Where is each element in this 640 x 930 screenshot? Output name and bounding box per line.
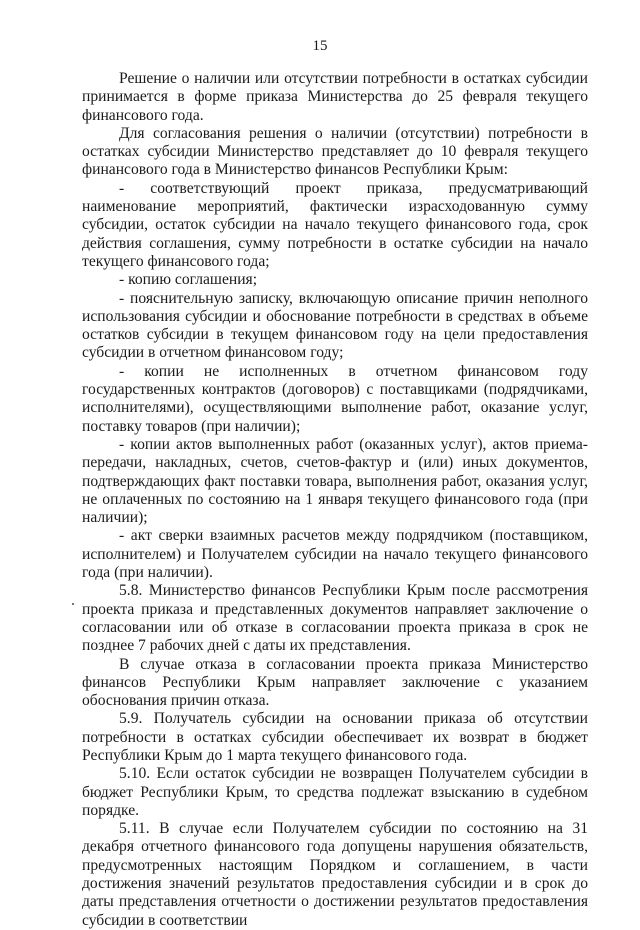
page-number: 15 — [312, 38, 328, 54]
paragraph: Для согласования решения о наличии (отсутствии) потребности в остатках субсидии Министерство представляет до 10 февраля текущего финансового года в Министерство финансов Республики Крым: — [82, 124, 588, 179]
clause-5-10: 5.10. Если остаток субсидии не возвращен Получателем субсидии в бюджет Республики Крым, то средства подлежат взысканию в судебном порядке. — [82, 765, 588, 819]
list-item: - копии не исполненных в отчетном финансовом году государственных контрактов (договоров) с поставщиками (подрядчиками, исполнителями), осуществляющими выполнение работ, оказание услуг, поставку товаров (при наличии); — [82, 362, 588, 435]
list-item: - копию соглашения; — [119, 271, 258, 289]
document-body — [82, 70, 588, 930]
paragraph: В случае отказа в согласовании проекта приказа Министерство финансов Республики Крым направляет заключение с указанием обоснования причин отказа. — [82, 655, 588, 710]
list-item: - акт сверки взаимных расчетов между подрядчиком (поставщиком, исполнителем) и Получателем субсидии на начало текущего финансового года (при наличии). — [82, 527, 588, 582]
list-item: - копии актов выполненных работ (оказанных услуг), актов приема-передачи, накладных, счетов, счетов-фактур и (или) иных документов, подтверждающих факт поставки товара, выполнения работ, оказания услуг, не оплаченных по состоянию на 1 января текущего финансового года (при наличии); — [82, 435, 588, 527]
scan-speck — [72, 603, 74, 605]
paragraph: Решение о наличии или отсутствии потребности в остатках субсидии принимается в форме приказа Министерства до 25 февраля текущего финансового года. — [82, 70, 588, 124]
clause-5-11: 5.11. В случае если Получателем субсидии по состоянию на 31 декабря отчетного финансового года допущены нарушения обязательств, предусмотренных настоящим Порядком и соглашением, в части достижения значений результатов предоставления субсидии и в срок до даты представления отчетности о достижении результатов предоставления субсидии в соответствии — [82, 820, 588, 929]
list-item: - пояснительную записку, включающую описание причин неполного использования субсидии и обоснование потребности в средствах в объеме остатков субсидии в текущем финансовом году на цели предоставления субсидии в отчетном финансовом году; — [82, 289, 588, 362]
clause-5-8: 5.8. Министерство финансов Республики Крым после рассмотрения проекта приказа и представленных документов направляет заключение о согласовании или об отказе в согласовании проекта приказа в срок не позднее 7 рабочих дней с даты их представления. — [82, 582, 588, 655]
list-item: - соответствующий проект приказа, предусматривающий наименование мероприятий, фактически израсходованную сумму субсидии, остаток субсидии на начало текущего финансового года, срок действия соглашения, сумму потребности в остатке субсидии на начало текущего финансового года; — [82, 179, 588, 270]
clause-5-9: 5.9. Получатель субсидии на основании приказа об отсутствии потребности в остатках субсидии обеспечивает их возврат в бюджет Республики Крым до 1 марта текущего финансового года. — [82, 710, 588, 764]
